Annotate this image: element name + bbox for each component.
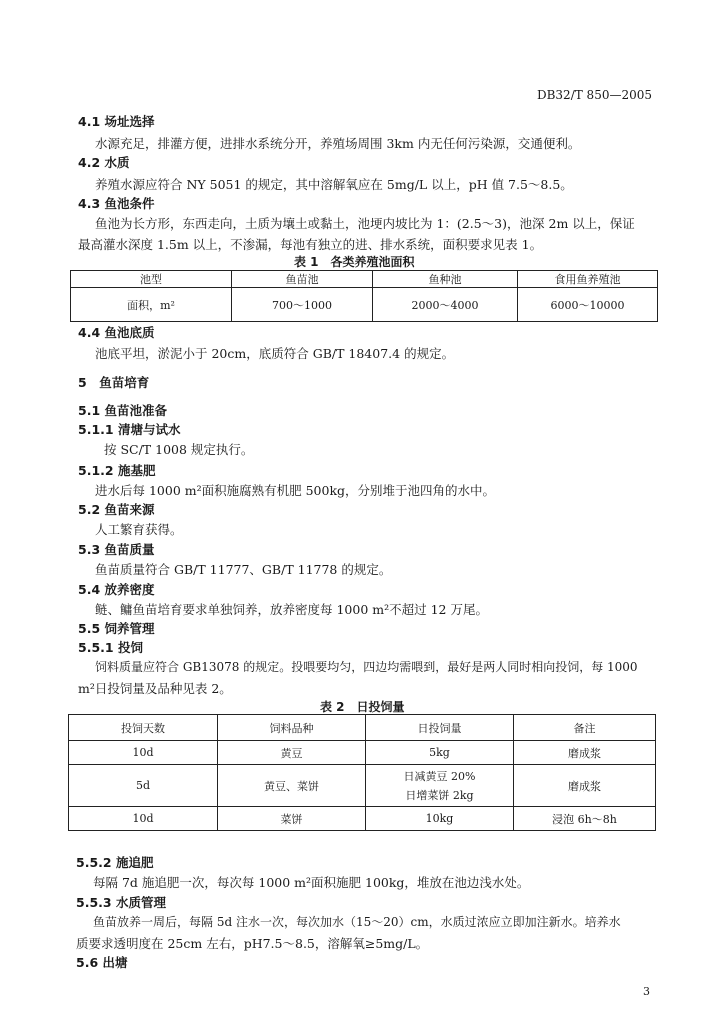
table2-cell <box>366 765 514 807</box>
table1-header-cell: 鱼苗池 <box>232 271 373 288</box>
section-5-title: 5 鱼苗培育 <box>78 375 150 390</box>
table1-cell: 700～1000 <box>232 288 373 322</box>
table2-cell: 菜饼 <box>218 807 366 831</box>
page-number: 3 <box>643 985 650 998</box>
table2-cell-line: 日增菜饼 2kg <box>405 788 474 802</box>
section-4-4-title: 4.4 鱼池底质 <box>78 325 155 340</box>
document-code: DB32/T 850—2005 <box>536 88 652 102</box>
section-5-1-1-text: 按 SC/T 1008 规定执行。 <box>104 442 254 457</box>
section-5-3-title: 5.3 鱼苗质量 <box>78 542 155 557</box>
section-5-5-3-text-line2: 质要求透明度在 25cm 左右，pH7.5～8.5，溶解氧≥5mg/L。 <box>76 936 429 951</box>
section-4-1-text: 水源充足，排灌方便，进排水系统分开，养殖场周围 3km 内无任何污染源，交通便利。 <box>95 136 581 151</box>
table1 <box>70 270 658 322</box>
table2-cell: 5kg <box>366 741 514 765</box>
section-5-5-1-text-line1: 饲料质量应符合 GB13078 的规定。投喂要均匀，四边均需喂到，最好是两人同时相向投饲，每 1000 <box>95 660 638 674</box>
table2-cell: 黄豆 <box>218 741 366 765</box>
section-5-1-2-text: 进水后每 1000 m²面积施腐熟有机肥 500kg，分别堆于池四角的水中。 <box>95 483 496 498</box>
table2-cell: 5d <box>69 765 218 807</box>
table1-header-row <box>71 271 658 288</box>
section-5-4-text: 鲢、鳙鱼苗培育要求单独饲养，放养密度每 1000 m²不超过 12 万尾。 <box>95 602 488 617</box>
section-4-1-title: 4.1 场址选择 <box>78 114 155 129</box>
section-5-5-3-text-line1: 鱼苗放养一周后，每隔 5d 注水一次，每次加水（15～20）cm，水质过浓应立即加注新水。培养水 <box>93 915 621 929</box>
table-row <box>69 765 656 807</box>
table2-header-cell: 投饲天数 <box>69 715 218 741</box>
table1-caption: 表 1 各类养殖池面积 <box>294 255 415 269</box>
table1-cell: 2000～4000 <box>373 288 518 322</box>
table2-cell: 10d <box>69 741 218 765</box>
table2-caption: 表 2 日投饲量 <box>320 700 405 714</box>
table1-cell: 面积，m² <box>71 288 232 322</box>
table2-cell: 黄豆、菜饼 <box>218 765 366 807</box>
table2-cell: 10d <box>69 807 218 831</box>
table2-header-cell: 备注 <box>514 715 656 741</box>
section-5-1-title: 5.1 鱼苗池准备 <box>78 403 167 418</box>
table2-header-cell: 日投饲量 <box>366 715 514 741</box>
section-4-2-title: 4.2 水质 <box>78 155 130 170</box>
table1-header-cell: 池型 <box>71 271 232 288</box>
section-4-3-title: 4.3 鱼池条件 <box>78 196 155 211</box>
section-5-3-text: 鱼苗质量符合 GB/T 11777、GB/T 11778 的规定。 <box>95 562 392 577</box>
table2-header-row <box>69 715 656 741</box>
section-4-3-text-line2: 最高灌水深度 1.5m 以上，不渗漏，每池有独立的进、排水系统，面积要求见表 1。 <box>78 237 543 252</box>
section-5-1-2-title: 5.1.2 施基肥 <box>78 463 156 478</box>
table2-cell: 磨成浆 <box>514 765 656 807</box>
section-5-5-title: 5.5 饲养管理 <box>78 621 155 636</box>
table-row <box>71 288 658 322</box>
section-4-2-text: 养殖水源应符合 NY 5051 的规定，其中溶解氧应在 5mg/L 以上，pH 值 7.5～8.5。 <box>95 177 573 192</box>
section-5-4-title: 5.4 放养密度 <box>78 582 155 597</box>
section-5-5-3-title: 5.5.3 水质管理 <box>76 895 166 910</box>
table2-cell: 浸泡 6h～8h <box>514 807 656 831</box>
section-5-5-1-text-line2: m²日投饲量及品种见表 2。 <box>78 681 232 696</box>
table2-cell-line: 日减黄豆 20% <box>403 769 476 783</box>
section-4-4-text: 池底平坦，淤泥小于 20cm，底质符合 GB/T 18407.4 的规定。 <box>95 346 455 361</box>
table1-cell: 6000～10000 <box>518 288 658 322</box>
section-5-1-1-title: 5.1.1 清塘与试水 <box>78 422 181 437</box>
section-5-5-1-title: 5.5.1 投饲 <box>78 640 143 655</box>
table1-header-cell: 鱼种池 <box>373 271 518 288</box>
table-row <box>69 741 656 765</box>
table-row <box>69 807 656 831</box>
table1-header-cell: 食用鱼养殖池 <box>518 271 658 288</box>
table2-header-cell: 饲料品种 <box>218 715 366 741</box>
section-4-3-text-line1: 鱼池为长方形，东西走向，土质为壤土或黏土，池埂内坡比为 1：(2.5～3)，池深 2m 以上，保证 <box>95 216 635 231</box>
section-5-2-title: 5.2 鱼苗来源 <box>78 502 155 517</box>
table2-cell: 磨成浆 <box>514 741 656 765</box>
table2 <box>68 714 656 831</box>
section-5-6-title: 5.6 出塘 <box>76 955 128 970</box>
table2-cell: 10kg <box>366 807 514 831</box>
section-5-2-text: 人工繁育获得。 <box>95 522 183 537</box>
section-5-5-2-text: 每隔 7d 施追肥一次，每次每 1000 m²面积施肥 100kg，堆放在池边浅水处。 <box>93 875 530 890</box>
section-5-5-2-title: 5.5.2 施追肥 <box>76 855 154 870</box>
